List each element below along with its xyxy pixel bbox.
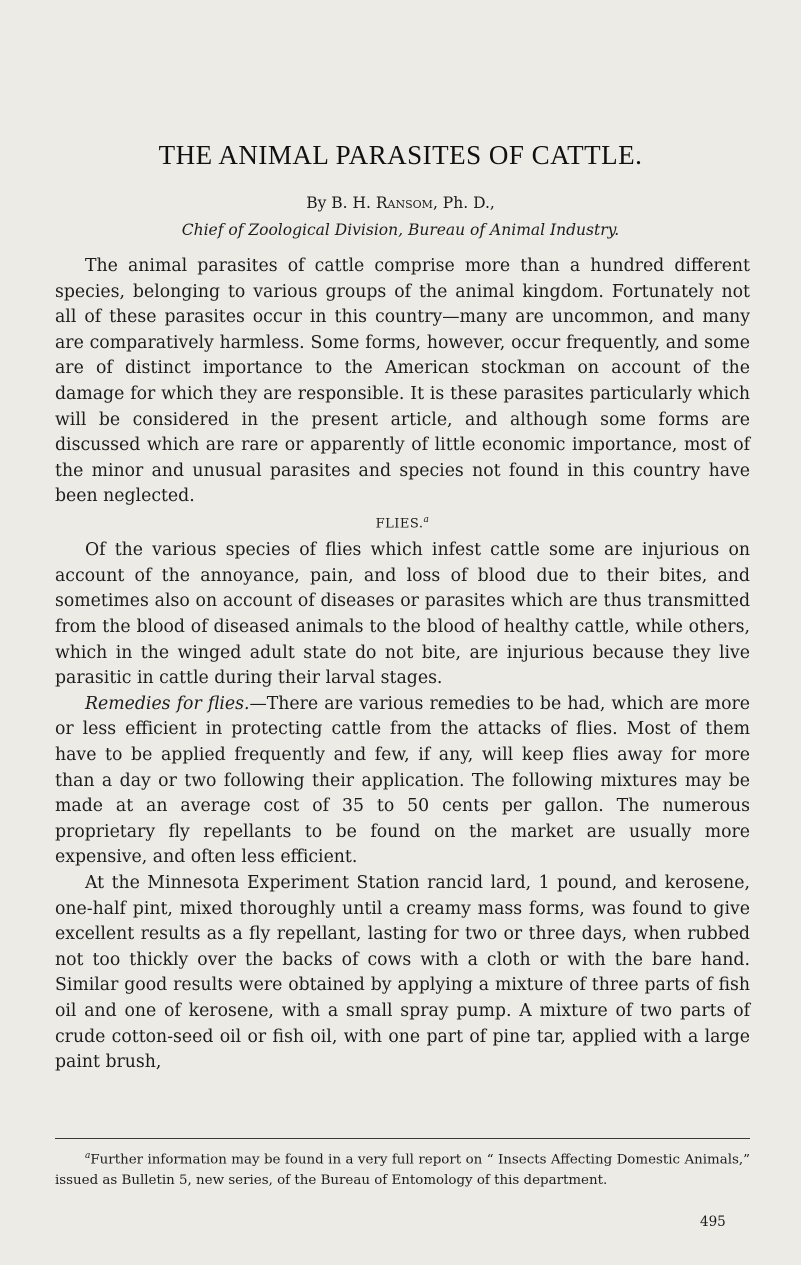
- byline-prefix: By B. H.: [306, 194, 376, 212]
- flies-paragraph: Of the various species of flies which infest cattle some are injurious on account of the annoyance, pain, and loss of blood due to their bites, and sometimes also on account of diseases or parasites which are thus transmitted from the blood of diseased animals to the blood of healthy cattle, while others, which in the winged adult state do not bite, are injurious because they live parasitic in cattle during their larval stages.: [55, 540, 750, 689]
- intro-paragraph: The animal parasites of cattle comprise more than a hundred different species, belonging to various groups of the animal kingdom. Fortunately not all of these parasites occur in this country—many are uncommon, and many are comparatively harmless. Some forms, however, occur frequently, and some are of distinct importance to the American stockman on account of the damage for which they are responsible. It is these parasites particularly which will be considered in the present article, and although some forms are discussed which are rare or apparently of little economic importance, most of the minor and unusual parasites and species not found in this country have been neglected.: [55, 256, 750, 507]
- section-heading-flies: [55, 509, 750, 535]
- article-title: THE ANIMAL PARASITES OF CATTLE.: [158, 140, 643, 170]
- remedies-label: Remedies for flies.: [85, 693, 250, 714]
- footnote-divider: [55, 1138, 750, 1139]
- author-affiliation: Chief of Zoological Division, Bureau of Animal Industry.: [181, 221, 620, 239]
- footnote-marker: a: [85, 1151, 91, 1161]
- author-name: Ransom: [375, 194, 433, 212]
- remedies-paragraph: [55, 692, 750, 871]
- footnote-reference: a: [423, 514, 430, 525]
- minnesota-paragraph: At the Minnesota Experiment Station rancid lard, 1 pound, and kerosene, one-half pint, mixed thoroughly until a creamy mass forms, was found to give excellent results as a fly repellant, lasting for two or three days, when rubbed not too thickly over the backs of cows with a cloth or with the bare hand. Similar good results were obtained by applying a mixture of three parts of fish oil and one of kerosene, with a small spray pump. A mixture of two parts of crude cotton-seed oil or fish oil, with one part of pine tar, applied with a large paint brush,: [55, 872, 750, 1073]
- footnote-text: Further information may be found in a very full report on “ Insects Affecting Domestic Animals,” issued as Bulletin 5, new series, of the Bureau of Entomology of this department.: [55, 1152, 750, 1188]
- remedies-text: —There are various remedies to be had, which are more or less efficient in protecting cattle from the attacks of flies. Most of them have to be applied frequently and few, if any, will keep flies away for more than a day or two following their application. The following mixtures may be made at an average cost of 35 to 50 cents per gallon. The numerous proprietary fly repellants to be found on the market are usually more expensive, and often less efficient.: [55, 693, 750, 868]
- author-byline: [0, 194, 801, 212]
- section-heading-text: FLIES.: [375, 516, 424, 532]
- byline-suffix: , Ph. D.,: [432, 194, 495, 212]
- footnote: [55, 1146, 750, 1191]
- article-body: [55, 254, 750, 1076]
- page-number: 495: [700, 1214, 726, 1230]
